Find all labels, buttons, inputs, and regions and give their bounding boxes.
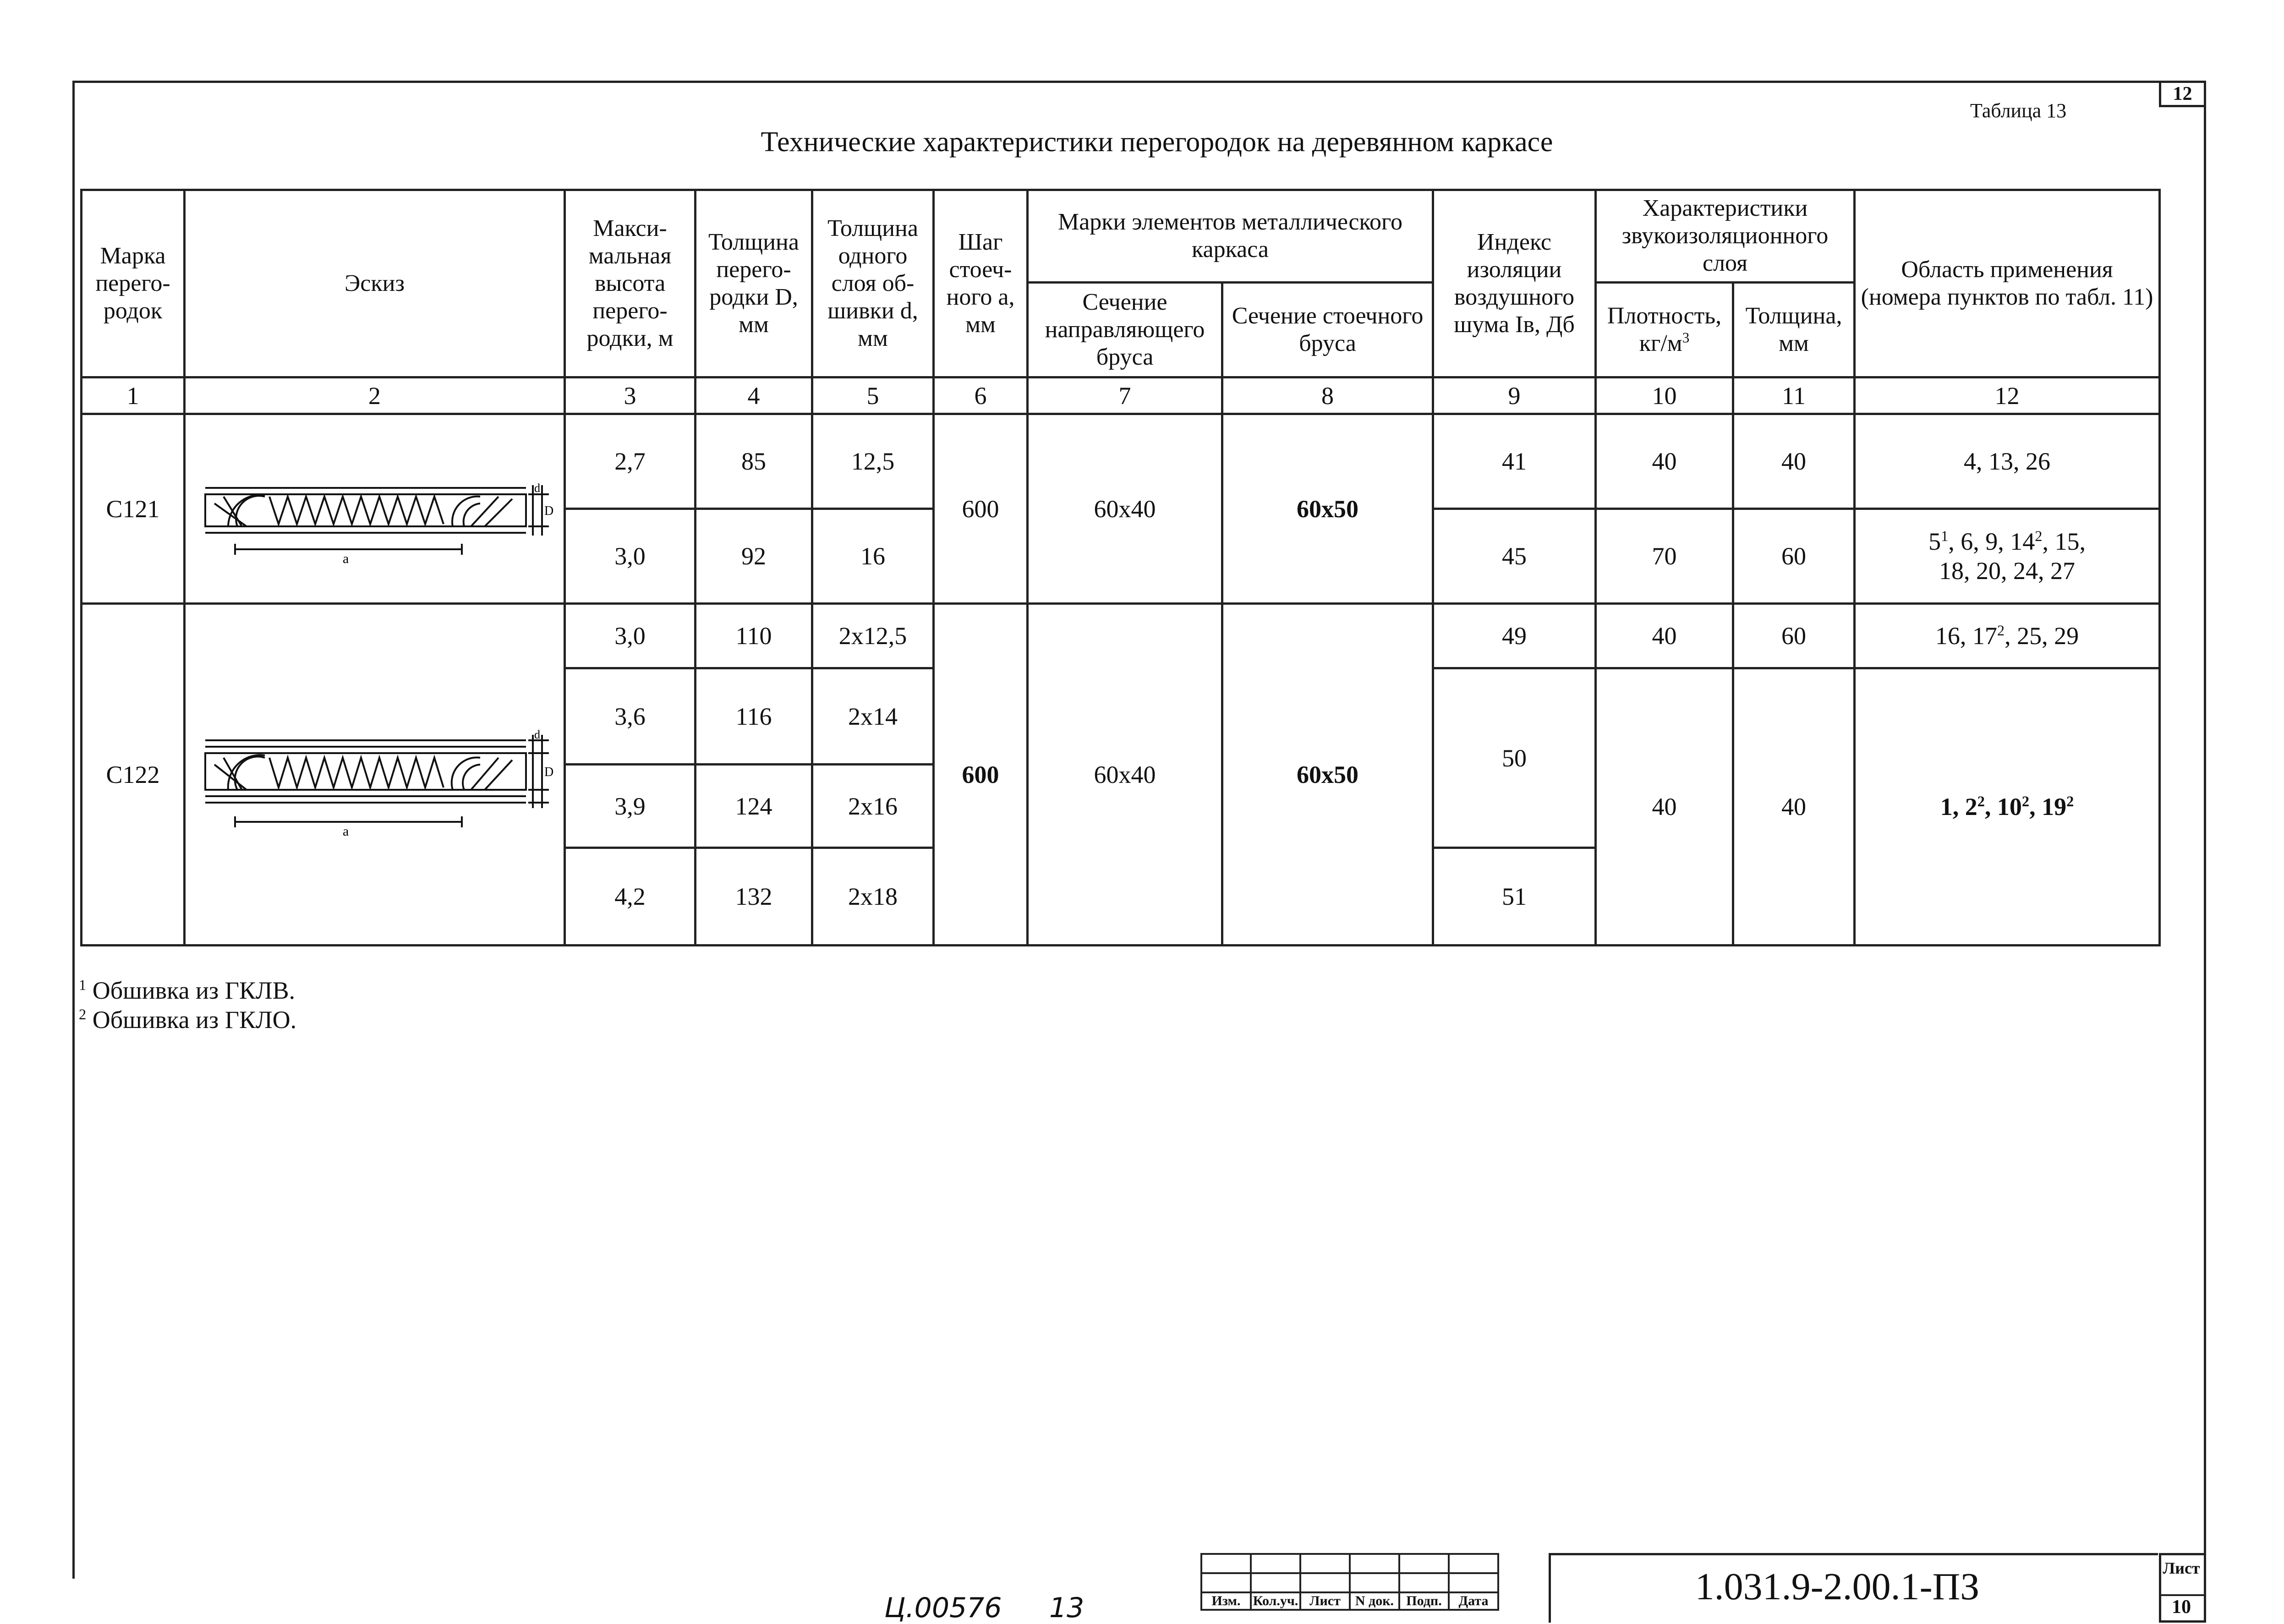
- c122-iv-4: 51: [1433, 848, 1596, 946]
- c121-d-1: 12,5: [812, 414, 934, 509]
- header-mark: Марка перего-родок: [82, 190, 185, 377]
- sketch-label-D: D: [544, 765, 553, 779]
- header-thickness: Толщина перего-родки D, мм: [696, 190, 812, 377]
- title-block-stamp: [1200, 1553, 1499, 1611]
- stamp-label: Кол.уч.: [1251, 1592, 1300, 1610]
- header-max-height: Макси-мальная высота перего-родки, м: [565, 190, 696, 377]
- c122-area-2: 1, $2^2$, $10^2$, $19^2$: [1855, 668, 2160, 946]
- col-number: 9: [1433, 377, 1596, 414]
- c122-iv-1: 49: [1433, 604, 1596, 668]
- c121-thick-1: 40: [1733, 414, 1855, 509]
- c122-D-1: 110: [696, 604, 812, 668]
- header-step: Шаг стоеч-ного a, мм: [934, 190, 1028, 377]
- c122-d-3: 2х16: [812, 765, 934, 848]
- c122-h-3: 3,9: [565, 765, 696, 848]
- col-number: 7: [1028, 377, 1222, 414]
- header-index: Индекс изоляции воздушного шума Iв, Дб: [1433, 190, 1596, 377]
- header-insul-thick: Толщина, мм: [1733, 282, 1855, 377]
- handwritten-inventory: Ц.00576: [884, 1592, 1002, 1624]
- header-frame-group: Марки элементов металлического каркаса: [1028, 190, 1433, 283]
- handwritten-number: 13: [1049, 1592, 1084, 1624]
- stamp-label: N док.: [1350, 1592, 1399, 1610]
- c122-h-4: 4,2: [565, 848, 696, 946]
- sketch-label-D: D: [544, 503, 553, 518]
- c121-iv-1: 41: [1433, 414, 1596, 509]
- stamp-label: Дата: [1449, 1592, 1498, 1610]
- c122-d-2: 2х14: [812, 668, 934, 765]
- mark-c121: С121: [82, 414, 185, 604]
- header-sketch: Эскиз: [185, 190, 565, 377]
- c121-area-1: 4, 13, 26: [1855, 414, 2160, 509]
- col-number: 4: [696, 377, 812, 414]
- col-number: 1: [82, 377, 185, 414]
- c121-dens-1: 40: [1596, 414, 1733, 509]
- header-area: Область применения (номера пунктов по табл. 11): [1855, 190, 2160, 377]
- partition-sketch-c122: [196, 698, 553, 845]
- sketch-label-a: a: [342, 551, 349, 566]
- page-title: Технические характеристики перегородок на деревянном каркасе: [761, 126, 1553, 158]
- c122-d-1: 2х12,5: [812, 604, 934, 668]
- header-sheath: Толщина одного слоя об-шивки d, мм: [812, 190, 934, 377]
- footnotes: [79, 976, 296, 1034]
- footnote-1: $^1$ Обшивка из ГКЛВ.: [79, 977, 296, 1004]
- stamp-label: Лист: [1300, 1592, 1350, 1610]
- spec-table: [80, 189, 2161, 946]
- frame-right-border: [2204, 81, 2206, 1623]
- c122-area-1: 16, $17^2$, 25, 29: [1855, 604, 2160, 668]
- sketch-label-a: a: [342, 823, 349, 839]
- c122-iv-mid: 50: [1433, 668, 1596, 848]
- sheet-number-top: 12: [2159, 81, 2206, 107]
- c122-thick-1: 60: [1733, 604, 1855, 668]
- c121-iv-2: 45: [1433, 509, 1596, 604]
- c122-h-1: 3,0: [565, 604, 696, 668]
- header-insul-group: Характеристики звукоизоляционного слоя: [1596, 190, 1855, 283]
- c122-step: 600: [934, 604, 1028, 946]
- sketch-label-d: d: [534, 481, 540, 495]
- col-number: 2: [185, 377, 565, 414]
- c122-D-4: 132: [696, 848, 812, 946]
- document-code: 1.031.9-2.00.1-ПЗ: [1695, 1565, 1980, 1608]
- col-number: 12: [1855, 377, 2160, 414]
- col-number: 10: [1596, 377, 1733, 414]
- c122-guide: 60х40: [1028, 604, 1222, 946]
- list-label: Лист: [2163, 1559, 2200, 1577]
- col-number: 8: [1222, 377, 1433, 414]
- c121-D-2: 92: [696, 509, 812, 604]
- c121-dens-2: 70: [1596, 509, 1733, 604]
- c121-h-1: 2,7: [565, 414, 696, 509]
- c121-D-1: 85: [696, 414, 812, 509]
- c121-h-2: 3,0: [565, 509, 696, 604]
- c121-d-2: 16: [812, 509, 934, 604]
- sketch-label-d: d: [534, 727, 540, 741]
- c121-guide: 60х40: [1028, 414, 1222, 604]
- header-stud: Сечение стоечного бруса: [1222, 282, 1433, 377]
- c122-D-3: 124: [696, 765, 812, 848]
- frame-left-border: [72, 81, 75, 1579]
- table-number: Таблица 13: [1970, 99, 2067, 122]
- partition-sketch-c121: [196, 439, 553, 572]
- col-number: 6: [934, 377, 1028, 414]
- sketch-c122: [185, 604, 565, 946]
- c121-step: 600: [934, 414, 1028, 604]
- stamp-label: Изм.: [1201, 1592, 1251, 1610]
- stamp-label: Подп.: [1399, 1592, 1449, 1610]
- c121-area-2: $5^1$, 6, 9, $14^2$, 15, 18, 20, 24, 27: [1855, 509, 2160, 604]
- sketch-c121: [185, 414, 565, 604]
- c122-D-2: 116: [696, 668, 812, 765]
- col-number: 11: [1733, 377, 1855, 414]
- c122-dens-1: 40: [1596, 604, 1733, 668]
- c122-d-4: 2х18: [812, 848, 934, 946]
- list-number: 10: [2159, 1594, 2204, 1618]
- c121-thick-2: 60: [1733, 509, 1855, 604]
- header-guide: Сечение направляющего бруса: [1028, 282, 1222, 377]
- col-number: 5: [812, 377, 934, 414]
- c122-thick-rest: 40: [1733, 668, 1855, 946]
- footnote-2: $^2$ Обшивка из ГКЛО.: [79, 1006, 297, 1033]
- frame-top-border: [72, 81, 2206, 83]
- header-density: Плотность, $кг/м^3$: [1596, 282, 1733, 377]
- c121-stud: 60х50: [1222, 414, 1433, 604]
- mark-c122: С122: [82, 604, 185, 946]
- col-number: 3: [565, 377, 696, 414]
- c122-dens-rest: 40: [1596, 668, 1733, 946]
- c122-h-2: 3,6: [565, 668, 696, 765]
- c122-stud: 60х50: [1222, 604, 1433, 946]
